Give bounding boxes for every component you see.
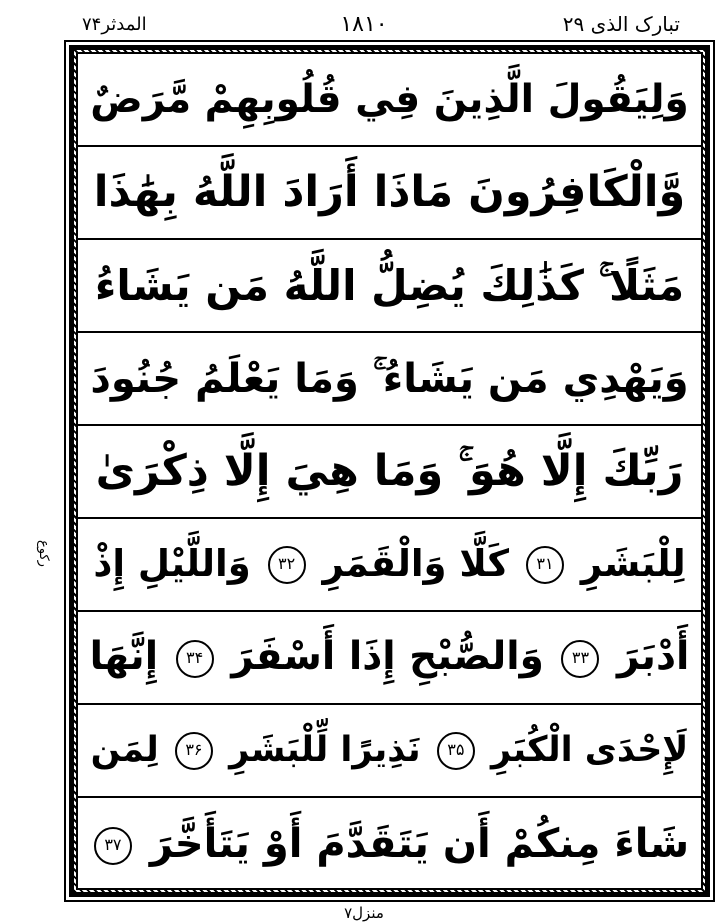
verse-segment: كَلَّا وَالْقَمَرِ [322,541,510,585]
verse-segment: نَذِيرًا لِّلْبَشَرِ [229,729,421,770]
para-name: تبارک الذی ۲۹ [562,12,680,36]
line-text [89,634,690,680]
verse-segment: لِمَن [90,729,159,770]
line-text [93,541,686,585]
line-text [90,821,690,867]
verse-segment: وَالصُّبْحِ إِذَا أَسْفَرَ [231,634,544,680]
ayah-number-marker: ۳۳ [561,640,599,678]
text-line-4 [78,333,701,426]
line-text: رَبِّكَ إِلَّا هُوَ ۚ وَمَا هِيَ إِلَّا ذِكْرَىٰ [95,446,684,496]
ayah-number-marker: ۳۶ [175,732,213,770]
verse-segment: لَإِحْدَى الْكُبَرِ [491,729,689,770]
line-text: وَيَهْدِي مَن يَشَاءُ ۚ وَمَا يَعْلَمُ جُنُودَ [90,355,689,402]
page-number: ۱۸۱۰ [340,12,388,37]
line-text: وَّالْكَافِرُونَ مَاذَا أَرَادَ اللَّهُ بِهَٰذَا [93,167,686,217]
text-panel [76,52,703,890]
ayah-number-marker: ۳۲ [268,546,306,584]
manzil-footer: منزل۷ [344,904,384,922]
ayah-number-marker: ۳۴ [176,640,214,678]
surah-name: المدثر۷۴ [82,14,147,35]
verse-segment: وَاللَّيْلِ إِذْ [93,541,251,585]
line-text: مَثَلًا ۚ كَذَٰلِكَ يُضِلُّ اللَّهُ مَن يَشَاءُ [94,260,685,310]
ruku-margin-marker: رکوع [36,540,51,567]
text-line-1 [78,54,701,147]
verse-segment: أَدْبَرَ [617,634,690,680]
text-line-7 [78,612,701,705]
text-line-2 [78,147,701,240]
ayah-number-marker: ۳۵ [437,732,475,770]
text-line-9 [78,798,701,891]
line-text: وَلِيَقُولَ الَّذِينَ فِي قُلُوبِهِمْ مَّرَضٌ [90,77,689,122]
page-header [0,6,728,40]
verse-segment: شَاءَ مِنكُمْ أَن يَتَقَدَّمَ أَوْ يَتَأَخَّرَ [149,821,690,867]
ayah-number-marker: ۳۱ [526,546,564,584]
verse-segment: لِلْبَشَرِ [580,541,686,585]
text-line-3 [78,240,701,333]
text-line-8 [78,705,701,798]
ayah-number-marker: ۳۷ [94,827,132,865]
text-line-6 [78,519,701,612]
line-text [90,729,689,770]
verse-segment: إِنَّهَا [89,634,159,680]
text-line-5 [78,426,701,519]
